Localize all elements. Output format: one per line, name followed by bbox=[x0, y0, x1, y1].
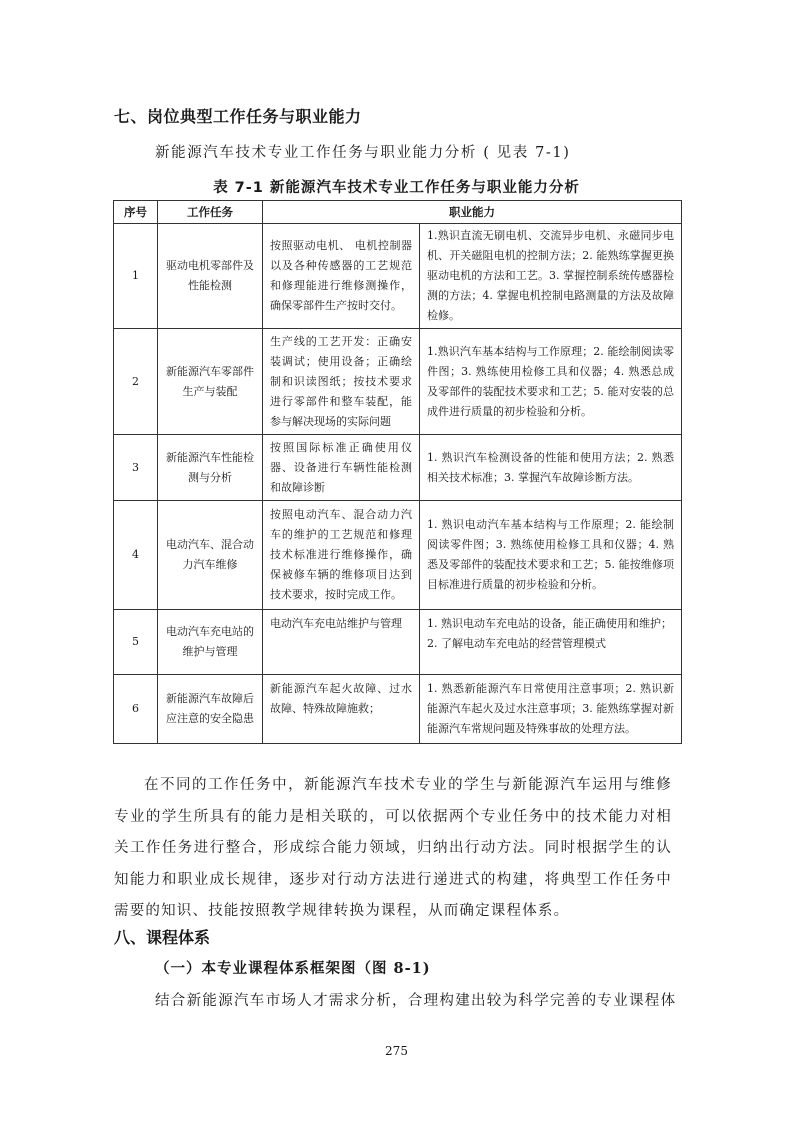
section-8-subheading: （一）本专业课程体系框架图（图 8-1) bbox=[155, 960, 431, 977]
header-no: 序号 bbox=[114, 201, 158, 224]
row-task: 新能源汽车故障后应注意的安全隐患 bbox=[158, 675, 263, 744]
page-number: 275 bbox=[385, 1044, 408, 1058]
table-row bbox=[114, 224, 682, 329]
row-no: 1 bbox=[114, 224, 158, 329]
row-ability: 1.熟识汽车基本结构与工作原理；2. 能绘制阅读零件图；3. 熟练使用检修工具和仪器；4. 熟悉总成及零部件的装配技术要求和工艺；5. 能对安装的总成件进行质量的初步检验和分析。 bbox=[420, 329, 682, 435]
body-paragraph: 在不同的工作任务中，新能源汽车技术专业的学生与新能源汽车运用与维修专业的学生所具有的能力是相关联的，可以依据两个专业任务中的技术能力对相关工作任务进行整合，形成综合能力领域，归纳出行动方法。同时根据学生的认知能力和职业成长规律，逐步对行动方法进行递进式的构建，将典型工作任务中需要的知识、技能按照教学规律转换为课程，从而确定课程体系。 bbox=[114, 777, 672, 919]
task-ability-table bbox=[113, 200, 682, 744]
row-task: 驱动电机零部件及性能检测 bbox=[158, 224, 263, 329]
row-desc: 电动汽车充电站维护与管理 bbox=[263, 610, 420, 675]
section-8-heading: 八、课程体系 bbox=[114, 928, 211, 947]
ability-line: 1. 熟识电动车充电站的设备，能正确使用和维护； bbox=[427, 617, 672, 630]
table-caption: 表 7-1 新能源汽车技术专业工作任务与职业能力分析 bbox=[213, 180, 580, 196]
table-header-row bbox=[114, 201, 682, 224]
table-row bbox=[114, 329, 682, 435]
row-task: 新能源汽车性能检测与分析 bbox=[158, 435, 263, 501]
row-desc: 按照国际标准正确使用仪器、设备进行车辆性能检测和故障诊断 bbox=[263, 435, 420, 501]
section-8-text: 结合新能源汽车市场人才需求分析，合理构建出较为科学完善的专业课程体 bbox=[155, 993, 677, 1009]
section-7-intro: 新能源汽车技术专业工作任务与职业能力分析 ( 见表 7-1) bbox=[155, 145, 571, 161]
header-task: 工作任务 bbox=[158, 201, 263, 224]
row-no: 5 bbox=[114, 610, 158, 675]
row-desc: 按照电动汽车、混合动力汽车的维护的工艺规范和修理技术标准进行维修操作，确保被修车辆的维修项目达到技术要求，按时完成工作。 bbox=[263, 501, 420, 610]
table-row bbox=[114, 610, 682, 675]
row-ability: 1. 熟识汽车检测设备的性能和使用方法；2. 熟悉相关技术标准；3. 掌握汽车故障诊断方法。 bbox=[420, 435, 682, 501]
row-no: 3 bbox=[114, 435, 158, 501]
row-task: 新能源汽车零部件生产与装配 bbox=[158, 329, 263, 435]
row-ability bbox=[420, 610, 682, 675]
ability-line: 2. 了解电动车充电站的经营管理模式 bbox=[427, 637, 606, 650]
row-task: 电动汽车充电站的维护与管理 bbox=[158, 610, 263, 675]
row-desc: 新能源汽车起火故障、过水故障、特殊故障施救； bbox=[263, 675, 420, 744]
row-task: 电动汽车、混合动力汽车维修 bbox=[158, 501, 263, 610]
row-no: 6 bbox=[114, 675, 158, 744]
table-row bbox=[114, 675, 682, 744]
row-ability: 1. 熟悉新能源汽车日常使用注意事项；2. 熟识新能源汽车起火及过水注意事项；3. 能熟练掌握对新能源汽车常规问题及特殊事故的处理方法。 bbox=[420, 675, 682, 744]
header-ability: 职业能力 bbox=[263, 201, 682, 224]
row-desc: 生产线的工艺开发：正确安装调试；使用设备；正确绘制和识读图纸；按技术要求进行零部件和整车装配，能参与解决现场的实际问题 bbox=[263, 329, 420, 435]
table-row bbox=[114, 501, 682, 610]
row-no: 4 bbox=[114, 501, 158, 610]
row-ability: 1.熟识直流无刷电机、交流异步电机、永磁同步电机、开关磁阻电机的控制方法；2. 能熟练掌握更换驱动电机的方法和工艺。3. 掌握控制系统传感器检测的方法；4. 掌握电机控制电路测量的方法及故障检修。 bbox=[420, 224, 682, 329]
row-no: 2 bbox=[114, 329, 158, 435]
section-7-heading: 七、岗位典型工作任务与职业能力 bbox=[114, 107, 362, 126]
row-desc: 按照驱动电机、 电机控制器以及各种传感器的工艺规范和修理能进行维修测操作，确保零部件生产按时交付。 bbox=[263, 224, 420, 329]
row-ability: 1. 熟识电动汽车基本结构与工作原理；2. 能绘制阅读零件图；3. 熟练使用检修工具和仪器；4. 熟悉及零部件的装配技术要求和工艺；5. 能按维修项目标准进行质量的初步检验和分析。 bbox=[420, 501, 682, 610]
table-row bbox=[114, 435, 682, 501]
